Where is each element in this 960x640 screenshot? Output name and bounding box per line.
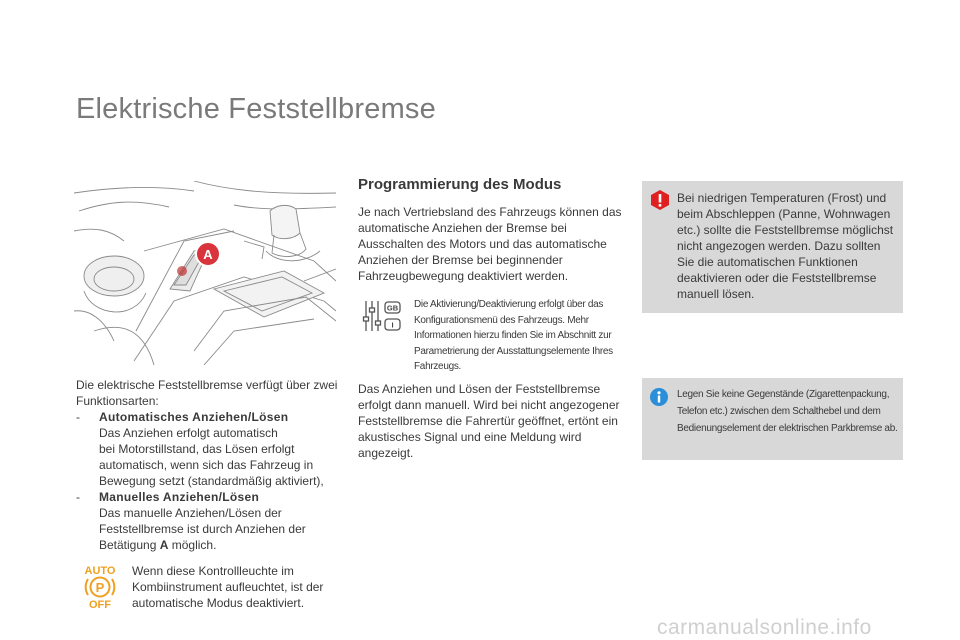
control-a-reference: A xyxy=(159,538,169,552)
auto-p-off-warning-lamp-icon xyxy=(80,563,120,609)
left-column xyxy=(76,377,341,553)
programming-paragraph: Je nach Vertriebsland des Fahrzeugs können das automatische Anziehen der Bremse bei Ausschalten des Motors und das automatische Anziehen der Bremse bei beginnender Fahrzeugbewegung deaktiviert werden. xyxy=(358,205,622,283)
svg-text:OFF: OFF xyxy=(89,599,111,609)
intro-text: Die elektrische Feststellbremse verfügt über zwei Funktionsarten: xyxy=(76,378,338,408)
watermark: carmanualsonline.info xyxy=(657,616,872,639)
mode-line: bei Motorstillstand, das Lösen erfolgt xyxy=(99,442,295,456)
svg-text:AUTO: AUTO xyxy=(84,565,116,577)
info-box xyxy=(642,378,903,460)
mode-line xyxy=(99,537,341,553)
callout-a-label: A xyxy=(203,247,213,262)
mode-automatic xyxy=(76,409,341,489)
info-icon xyxy=(650,388,668,406)
mode-line-suffix: möglich. xyxy=(171,538,217,552)
svg-text:I: I xyxy=(391,320,394,330)
mode-list xyxy=(76,409,341,553)
warning-box xyxy=(642,181,903,313)
list-dash: - xyxy=(76,490,80,504)
mode-line: Das manuelle Anziehen/Lösen der xyxy=(99,506,282,520)
svg-text:GB: GB xyxy=(386,303,399,313)
info-text: Legen Sie keine Gegenstände (Zigarettenpackung, Telefon etc.) zwischen dem Schalthebel und dem Bedienungselement der elektrischen Parkbremse ab. xyxy=(677,389,898,434)
mode-line-prefix: Betätigung xyxy=(99,538,157,552)
callout-a-marker xyxy=(196,242,220,266)
mode-line: automatisch, wenn sich das Fahrzeug in xyxy=(99,458,314,472)
warning-text: Bei niedrigen Temperaturen (Frost) und beim Abschleppen (Panne, Wohnwagen etc.) sollte die Feststellbremse möglichst nicht angezogen werden. Dazu sollten Sie die automatischen Funktionen deaktivieren oder die Feststellbremse manuell lösen. xyxy=(677,191,894,301)
svg-text:P: P xyxy=(95,580,105,595)
mode-line: Bewegung setzt (standardmäßig aktiviert), xyxy=(99,474,324,488)
configuration-note-text: Die Aktivierung/Deaktivierung erfolgt über das Konfigurationsmenü des Fahrzeugs. Mehr Informationen hierzu finden Sie im Abschnitt zur Parametrierung der Ausstattungselemente Ihres Fahrzeugs. xyxy=(414,299,613,372)
section-heading: Programmierung des Modus xyxy=(358,176,562,193)
warning-icon xyxy=(650,189,670,211)
mode-name: Automatisches Anziehen/Lösen xyxy=(99,410,289,424)
page-title: Elektrische Feststellbremse xyxy=(76,93,436,125)
mode-line: Feststellbremse ist durch Anziehen der xyxy=(99,522,306,536)
mode-line: Das Anziehen erfolgt automatisch xyxy=(99,426,278,440)
auto-mode-note-text: Wenn diese Kontrollleuchte im Kombiinstrument aufleuchtet, ist der automatische Modus deaktiviert. xyxy=(132,564,324,610)
auto-mode-note xyxy=(80,563,340,611)
mode-name: Manuelles Anziehen/Lösen xyxy=(99,490,260,504)
console-drawing xyxy=(74,181,336,365)
middle-column xyxy=(358,177,623,461)
configuration-menu-icon xyxy=(362,299,402,333)
list-dash: - xyxy=(76,410,80,424)
manual-operation-paragraph: Das Anziehen und Lösen der Feststellbremse erfolgt dann manuell. Wird bei nicht angezogener Feststellbremse die Fahrertür geöffnet, ertönt ein akustisches Signal und eine Meldung wird angezeigt. xyxy=(358,382,620,460)
configuration-note xyxy=(358,297,623,372)
center-console-illustration xyxy=(74,181,336,365)
mode-manual xyxy=(76,489,341,553)
epb-switch-icon xyxy=(177,266,187,276)
